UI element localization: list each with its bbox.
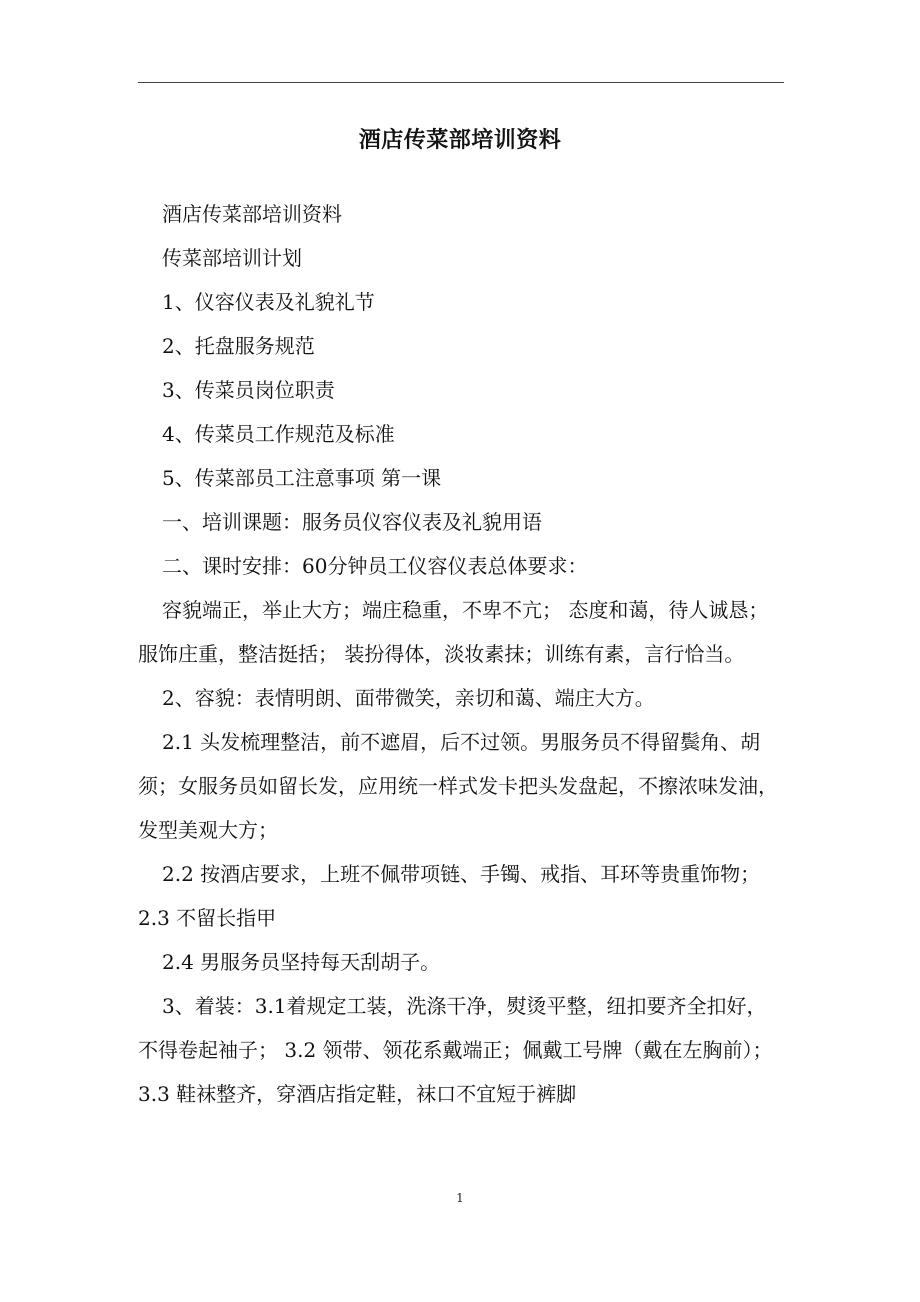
paragraph-plan-item-2: 2、托盘服务规范 [162, 334, 315, 358]
paragraph-plan-title: 传菜部培训计划 [162, 246, 302, 270]
paragraph-plan-item-1: 1、仪容仪表及礼貌礼节 [162, 290, 375, 314]
paragraph-shaving: 2.4 男服务员坚持每天刮胡子。 [162, 950, 441, 974]
paragraph-plan-item-4: 4、传菜员工作规范及标准 [162, 422, 395, 446]
paragraph-dress-code: 3、着装：3.1着规定工装，洗涤干净，熨烫平整，纽扣要齐全扣好，不得卷起袖子； 3.2 领带、领花系戴端正；佩戴工号牌（戴在左胸前）； 3.3 鞋袜整齐，穿酒店指定鞋，袜口不宜短于裤脚 [138, 994, 773, 1106]
paragraph-hair: 2.1 头发梳理整洁，前不遮眉，后不过领。男服务员不得留鬓角、胡须；女服务员如留长发，应用统一样式发卡把头发盘起，不擦浓味发油，发型美观大方； [138, 730, 778, 842]
document-body [138, 192, 784, 1116]
paragraph-plan-item-5: 5、传菜部员工注意事项 第一课 [162, 466, 442, 490]
paragraph-plan-item-3: 3、传菜员岗位职责 [162, 378, 335, 402]
header-rule [138, 82, 784, 83]
paragraph-jewelry: 2.2 按酒店要求，上班不佩带项链、手镯、戒指、耳环等贵重饰物； [162, 862, 761, 886]
document-title: 酒店传菜部培训资料 [358, 127, 562, 153]
paragraph-topic: 一、培训课题：服务员仪容仪表及礼貌用语 [162, 510, 542, 534]
paragraph-general-requirements: 容貌端正，举止大方；端庄稳重，不卑不亢； 态度和蔼，待人诚恳；服饰庄重，整洁挺括； 装扮得体，淡妆素抹；训练有素，言行恰当。 [138, 598, 769, 666]
page-number: 1 [456, 1191, 464, 1205]
paragraph-nails: 2.3 不留长指甲 [138, 906, 277, 930]
paragraph-schedule: 二、课时安排：60分钟员工仪容仪表总体要求： [162, 554, 588, 578]
paragraph-intro-title: 酒店传菜部培训资料 [162, 202, 342, 226]
paragraph-appearance: 2、容貌：表情明朗、面带微笑，亲切和蔼、端庄大方。 [162, 686, 655, 710]
